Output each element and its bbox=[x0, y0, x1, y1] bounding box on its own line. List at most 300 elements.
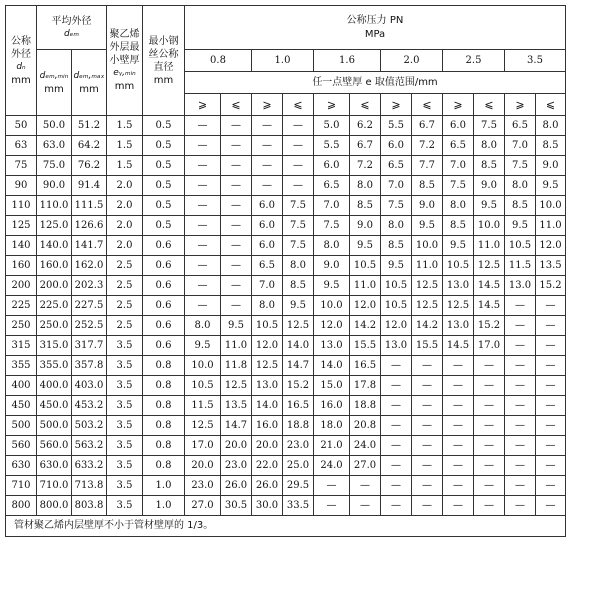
table-cell: — bbox=[412, 436, 443, 456]
pressure-header: 公称压力 PN MPa bbox=[185, 6, 566, 50]
table-cell: 6.5 bbox=[381, 156, 412, 176]
table-cell: 63.0 bbox=[37, 136, 72, 156]
table-cell: 560 bbox=[6, 436, 37, 456]
table-cell: 27.0 bbox=[350, 456, 381, 476]
table-cell: — bbox=[412, 456, 443, 476]
table-cell: 15.2 bbox=[536, 276, 566, 296]
table-cell: 8.0 bbox=[350, 176, 381, 196]
table-row bbox=[6, 356, 566, 376]
table-cell: 33.5 bbox=[283, 496, 314, 516]
table-cell: 8.0 bbox=[381, 216, 412, 236]
table-cell: 3.5 bbox=[107, 496, 143, 516]
table-cell: 21.0 bbox=[314, 436, 350, 456]
table-cell: 12.0 bbox=[536, 236, 566, 256]
table-cell: — bbox=[381, 476, 412, 496]
table-cell: — bbox=[221, 276, 252, 296]
table-cell: 713.8 bbox=[72, 476, 107, 496]
table-cell: 13.0 bbox=[505, 276, 536, 296]
table-cell: 20.0 bbox=[252, 436, 283, 456]
table-cell: 14.5 bbox=[443, 336, 474, 356]
table-cell: 9.5 bbox=[381, 256, 412, 276]
wall-thickness-range-label: 任一点壁厚 e 取值范围/mm bbox=[185, 72, 566, 94]
table-cell: 400.0 bbox=[37, 376, 72, 396]
table-cell: 51.2 bbox=[72, 116, 107, 136]
table-cell: 8.5 bbox=[381, 236, 412, 256]
table-cell: — bbox=[221, 216, 252, 236]
table-cell: 227.5 bbox=[72, 296, 107, 316]
table-cell: 6.5 bbox=[314, 176, 350, 196]
table-cell: — bbox=[412, 396, 443, 416]
table-cell: 2.0 bbox=[107, 196, 143, 216]
table-cell: 11.0 bbox=[350, 276, 381, 296]
table-cell: 14.2 bbox=[412, 316, 443, 336]
table-cell: 8.0 bbox=[283, 256, 314, 276]
table-cell: 12.0 bbox=[314, 316, 350, 336]
table-row bbox=[6, 436, 566, 456]
table-cell: 0.6 bbox=[143, 296, 185, 316]
table-cell: 3.5 bbox=[107, 456, 143, 476]
table-cell: — bbox=[536, 456, 566, 476]
table-cell: 13.0 bbox=[443, 316, 474, 336]
table-cell: 11.0 bbox=[536, 216, 566, 236]
table-cell: 202.3 bbox=[72, 276, 107, 296]
table-cell: — bbox=[536, 416, 566, 436]
table-cell: 16.0 bbox=[252, 416, 283, 436]
table-cell: — bbox=[474, 376, 505, 396]
table-cell: 30.0 bbox=[252, 496, 283, 516]
mean-od-min-header: dₑₘ,ₘᵢₙ mm bbox=[37, 50, 72, 116]
table-cell: 400 bbox=[6, 376, 37, 396]
table-cell: 315.0 bbox=[37, 336, 72, 356]
table-cell: 17.8 bbox=[350, 376, 381, 396]
table-cell: — bbox=[252, 116, 283, 136]
table-cell: 317.7 bbox=[72, 336, 107, 356]
table-cell: 8.5 bbox=[283, 276, 314, 296]
table-row bbox=[6, 456, 566, 476]
table-cell: 6.0 bbox=[314, 156, 350, 176]
table-cell: 450 bbox=[6, 396, 37, 416]
table-cell: 0.6 bbox=[143, 316, 185, 336]
table-cell: 26.0 bbox=[252, 476, 283, 496]
table-cell: 9.5 bbox=[185, 336, 221, 356]
table-row bbox=[6, 216, 566, 236]
table-cell: 11.0 bbox=[474, 236, 505, 256]
table-cell: 9.0 bbox=[412, 196, 443, 216]
spec-table-container bbox=[5, 5, 566, 537]
table-cell: — bbox=[381, 496, 412, 516]
table-cell: 10.0 bbox=[185, 356, 221, 376]
table-cell: 3.5 bbox=[107, 436, 143, 456]
max-symbol: ⩽ bbox=[283, 94, 314, 116]
table-row bbox=[6, 496, 566, 516]
table-cell: 0.6 bbox=[143, 276, 185, 296]
table-cell: 13.0 bbox=[443, 276, 474, 296]
table-cell: 450.0 bbox=[37, 396, 72, 416]
table-cell: 11.5 bbox=[185, 396, 221, 416]
table-cell: 12.5 bbox=[412, 276, 443, 296]
table-cell: 9.5 bbox=[412, 216, 443, 236]
table-cell: 10.5 bbox=[505, 236, 536, 256]
table-cell: — bbox=[505, 476, 536, 496]
table-cell: — bbox=[412, 356, 443, 376]
min-symbol: ⩾ bbox=[252, 94, 283, 116]
table-cell: — bbox=[185, 176, 221, 196]
table-cell: 10.5 bbox=[252, 316, 283, 336]
table-cell: 710.0 bbox=[37, 476, 72, 496]
table-cell: 7.0 bbox=[443, 156, 474, 176]
table-cell: 5.5 bbox=[314, 136, 350, 156]
table-cell: 8.5 bbox=[474, 156, 505, 176]
table-cell: — bbox=[443, 496, 474, 516]
table-cell: 10.5 bbox=[443, 256, 474, 276]
table-cell: 12.5 bbox=[443, 296, 474, 316]
table-cell: — bbox=[185, 156, 221, 176]
table-cell: 9.5 bbox=[443, 236, 474, 256]
table-cell: 0.8 bbox=[143, 396, 185, 416]
table-cell: 225 bbox=[6, 296, 37, 316]
table-cell: 453.2 bbox=[72, 396, 107, 416]
max-symbol: ⩽ bbox=[474, 94, 505, 116]
table-cell: 8.0 bbox=[443, 196, 474, 216]
table-cell: 9.5 bbox=[221, 316, 252, 336]
table-cell: 13.0 bbox=[252, 376, 283, 396]
table-cell: 8.5 bbox=[536, 136, 566, 156]
table-cell: — bbox=[505, 416, 536, 436]
table-cell: 20.8 bbox=[350, 416, 381, 436]
table-cell: 2.5 bbox=[107, 256, 143, 276]
table-cell: — bbox=[185, 116, 221, 136]
table-cell: — bbox=[505, 336, 536, 356]
table-cell: 10.0 bbox=[314, 296, 350, 316]
table-cell: 0.5 bbox=[143, 196, 185, 216]
table-cell: — bbox=[381, 456, 412, 476]
table-row bbox=[6, 396, 566, 416]
table-cell: — bbox=[381, 416, 412, 436]
table-cell: — bbox=[350, 496, 381, 516]
table-cell: 140 bbox=[6, 236, 37, 256]
table-cell: 160 bbox=[6, 256, 37, 276]
table-cell: — bbox=[536, 316, 566, 336]
table-cell: 1.0 bbox=[143, 476, 185, 496]
pressure-2.5: 2.5 bbox=[443, 50, 505, 72]
table-cell: 1.5 bbox=[107, 116, 143, 136]
table-cell: 10.5 bbox=[381, 276, 412, 296]
table-cell: 12.0 bbox=[350, 296, 381, 316]
nominal-od-header: 公称 外径 dₙ mm bbox=[6, 6, 37, 116]
table-cell: 0.8 bbox=[143, 416, 185, 436]
table-cell: 0.5 bbox=[143, 116, 185, 136]
table-cell: 90.0 bbox=[37, 176, 72, 196]
table-cell: 563.2 bbox=[72, 436, 107, 456]
table-cell: 3.5 bbox=[107, 356, 143, 376]
table-cell: 7.0 bbox=[314, 196, 350, 216]
table-cell: 6.5 bbox=[252, 256, 283, 276]
table-cell: 2.5 bbox=[107, 296, 143, 316]
table-cell: — bbox=[221, 136, 252, 156]
table-cell: — bbox=[221, 296, 252, 316]
table-cell: 0.6 bbox=[143, 336, 185, 356]
table-cell: 8.0 bbox=[474, 136, 505, 156]
table-cell: 630.0 bbox=[37, 456, 72, 476]
table-cell: 0.5 bbox=[143, 176, 185, 196]
table-cell: 6.2 bbox=[350, 116, 381, 136]
table-cell: — bbox=[443, 476, 474, 496]
table-cell: 14.0 bbox=[283, 336, 314, 356]
table-cell: 9.5 bbox=[505, 216, 536, 236]
table-cell: 110.0 bbox=[37, 196, 72, 216]
table-cell: 7.5 bbox=[443, 176, 474, 196]
table-cell: 13.0 bbox=[314, 336, 350, 356]
table-cell: 0.8 bbox=[143, 376, 185, 396]
table-row bbox=[6, 176, 566, 196]
pressure-2.0: 2.0 bbox=[381, 50, 443, 72]
table-cell: 7.2 bbox=[350, 156, 381, 176]
table-cell: 0.8 bbox=[143, 356, 185, 376]
table-cell: 800 bbox=[6, 496, 37, 516]
table-cell: 63 bbox=[6, 136, 37, 156]
table-cell: 5.5 bbox=[381, 116, 412, 136]
table-cell: 503.2 bbox=[72, 416, 107, 436]
table-cell: — bbox=[314, 476, 350, 496]
table-cell: 7.0 bbox=[381, 176, 412, 196]
table-cell: 6.5 bbox=[443, 136, 474, 156]
table-cell: 7.5 bbox=[283, 196, 314, 216]
min-symbol: ⩾ bbox=[381, 94, 412, 116]
table-cell: 6.0 bbox=[252, 196, 283, 216]
table-cell: — bbox=[412, 416, 443, 436]
pressure-1.0: 1.0 bbox=[252, 50, 314, 72]
table-cell: — bbox=[474, 476, 505, 496]
table-cell: — bbox=[443, 396, 474, 416]
table-cell: — bbox=[474, 396, 505, 416]
table-cell: 633.2 bbox=[72, 456, 107, 476]
table-cell: 75.0 bbox=[37, 156, 72, 176]
mean-od-max-header: dₑₘ,ₘₐₓ mm bbox=[72, 50, 107, 116]
table-cell: 15.2 bbox=[474, 316, 505, 336]
table-cell: 225.0 bbox=[37, 296, 72, 316]
pipe-spec-table bbox=[5, 5, 566, 537]
table-cell: 7.7 bbox=[412, 156, 443, 176]
table-cell: 200 bbox=[6, 276, 37, 296]
table-cell: — bbox=[443, 416, 474, 436]
table-cell: — bbox=[505, 436, 536, 456]
table-row bbox=[6, 416, 566, 436]
table-cell: 125.0 bbox=[37, 216, 72, 236]
table-cell: 11.0 bbox=[412, 256, 443, 276]
table-cell: — bbox=[505, 456, 536, 476]
max-symbol: ⩽ bbox=[221, 94, 252, 116]
table-cell: 15.0 bbox=[314, 376, 350, 396]
table-cell: — bbox=[252, 156, 283, 176]
table-cell: 12.0 bbox=[252, 336, 283, 356]
table-cell: — bbox=[474, 456, 505, 476]
table-cell: 0.5 bbox=[143, 216, 185, 236]
table-cell: — bbox=[221, 176, 252, 196]
table-cell: — bbox=[221, 236, 252, 256]
pressure-3.5: 3.5 bbox=[505, 50, 566, 72]
table-cell: 14.0 bbox=[252, 396, 283, 416]
table-cell: — bbox=[536, 336, 566, 356]
table-cell: 25.0 bbox=[283, 456, 314, 476]
table-cell: 14.5 bbox=[474, 296, 505, 316]
pe-layer-header: 聚乙烯 外层最 小壁厚 eᵧ,ₘᵢₙ mm bbox=[107, 6, 143, 116]
table-cell: 14.7 bbox=[283, 356, 314, 376]
table-cell: 9.5 bbox=[314, 276, 350, 296]
table-cell: — bbox=[283, 176, 314, 196]
table-cell: 11.8 bbox=[221, 356, 252, 376]
min-symbol: ⩾ bbox=[505, 94, 536, 116]
table-cell: 91.4 bbox=[72, 176, 107, 196]
table-cell: — bbox=[252, 176, 283, 196]
table-cell: 1.0 bbox=[143, 496, 185, 516]
table-cell: 12.0 bbox=[381, 316, 412, 336]
table-cell: 0.6 bbox=[143, 236, 185, 256]
table-cell: — bbox=[505, 356, 536, 376]
table-cell: 10.0 bbox=[536, 196, 566, 216]
table-cell: 8.5 bbox=[505, 196, 536, 216]
table-cell: 17.0 bbox=[474, 336, 505, 356]
table-cell: 18.8 bbox=[350, 396, 381, 416]
table-cell: 3.5 bbox=[107, 476, 143, 496]
table-cell: — bbox=[185, 196, 221, 216]
table-cell: 10.5 bbox=[185, 376, 221, 396]
table-cell: 7.5 bbox=[474, 116, 505, 136]
table-cell: 50 bbox=[6, 116, 37, 136]
table-cell: 12.5 bbox=[283, 316, 314, 336]
table-cell: — bbox=[314, 496, 350, 516]
table-cell: 22.0 bbox=[252, 456, 283, 476]
max-symbol: ⩽ bbox=[412, 94, 443, 116]
table-cell: 9.5 bbox=[474, 196, 505, 216]
table-cell: 2.5 bbox=[107, 276, 143, 296]
table-cell: 500.0 bbox=[37, 416, 72, 436]
table-cell: 7.5 bbox=[283, 236, 314, 256]
table-row bbox=[6, 476, 566, 496]
table-cell: 9.5 bbox=[283, 296, 314, 316]
table-cell: 160.0 bbox=[37, 256, 72, 276]
table-cell: 15.5 bbox=[350, 336, 381, 356]
table-cell: 24.0 bbox=[314, 456, 350, 476]
table-cell: — bbox=[536, 296, 566, 316]
table-row bbox=[6, 116, 566, 136]
table-cell: — bbox=[443, 436, 474, 456]
table-cell: 6.0 bbox=[252, 216, 283, 236]
table-cell: — bbox=[350, 476, 381, 496]
table-cell: 7.5 bbox=[283, 216, 314, 236]
table-cell: — bbox=[536, 356, 566, 376]
table-cell: 9.0 bbox=[536, 156, 566, 176]
footnote: 管材聚乙烯内层壁厚不小于管材壁厚的 1/3。 bbox=[6, 516, 566, 537]
table-cell: 20.0 bbox=[221, 436, 252, 456]
table-cell: — bbox=[474, 356, 505, 376]
table-cell: 630 bbox=[6, 456, 37, 476]
table-cell: 16.5 bbox=[283, 396, 314, 416]
table-row bbox=[6, 296, 566, 316]
table-cell: 16.5 bbox=[350, 356, 381, 376]
table-cell: 64.2 bbox=[72, 136, 107, 156]
table-cell: — bbox=[412, 496, 443, 516]
table-cell: — bbox=[185, 296, 221, 316]
table-cell: 357.8 bbox=[72, 356, 107, 376]
max-symbol: ⩽ bbox=[536, 94, 566, 116]
mean-od-header: 平均外径 dₑₘ bbox=[37, 6, 107, 50]
table-cell: 12.5 bbox=[412, 296, 443, 316]
table-cell: — bbox=[505, 296, 536, 316]
table-cell: 14.7 bbox=[221, 416, 252, 436]
table-cell: 76.2 bbox=[72, 156, 107, 176]
table-cell: — bbox=[536, 396, 566, 416]
table-cell: 1.5 bbox=[107, 136, 143, 156]
table-cell: 26.0 bbox=[221, 476, 252, 496]
table-cell: — bbox=[381, 436, 412, 456]
table-cell: 0.8 bbox=[143, 436, 185, 456]
table-row bbox=[6, 236, 566, 256]
table-cell: — bbox=[443, 456, 474, 476]
table-cell: 11.0 bbox=[221, 336, 252, 356]
table-row bbox=[6, 316, 566, 336]
table-row bbox=[6, 376, 566, 396]
table-cell: 16.0 bbox=[314, 396, 350, 416]
table-cell: 20.0 bbox=[185, 456, 221, 476]
table-cell: — bbox=[185, 276, 221, 296]
table-cell: 710 bbox=[6, 476, 37, 496]
table-cell: 14.2 bbox=[350, 316, 381, 336]
table-cell: — bbox=[505, 376, 536, 396]
min-symbol: ⩾ bbox=[314, 94, 350, 116]
table-cell: — bbox=[283, 136, 314, 156]
table-cell: — bbox=[474, 416, 505, 436]
table-cell: 0.5 bbox=[143, 136, 185, 156]
table-cell: 7.0 bbox=[505, 136, 536, 156]
table-cell: 6.0 bbox=[381, 136, 412, 156]
table-cell: 162.0 bbox=[72, 256, 107, 276]
table-cell: 18.8 bbox=[283, 416, 314, 436]
table-cell: 6.0 bbox=[252, 236, 283, 256]
table-cell: — bbox=[221, 256, 252, 276]
table-cell: 7.2 bbox=[412, 136, 443, 156]
table-cell: — bbox=[505, 496, 536, 516]
table-cell: 23.0 bbox=[185, 476, 221, 496]
table-cell: 141.7 bbox=[72, 236, 107, 256]
max-symbol: ⩽ bbox=[350, 94, 381, 116]
table-cell: — bbox=[283, 156, 314, 176]
table-cell: — bbox=[185, 236, 221, 256]
table-cell: 13.5 bbox=[536, 256, 566, 276]
table-cell: — bbox=[443, 356, 474, 376]
table-cell: 15.5 bbox=[412, 336, 443, 356]
table-cell: 6.7 bbox=[350, 136, 381, 156]
table-cell: — bbox=[443, 376, 474, 396]
table-cell: 23.0 bbox=[283, 436, 314, 456]
table-cell: — bbox=[221, 196, 252, 216]
table-cell: 50.0 bbox=[37, 116, 72, 136]
table-cell: 9.0 bbox=[474, 176, 505, 196]
table-cell: 7.5 bbox=[314, 216, 350, 236]
table-cell: 5.0 bbox=[314, 116, 350, 136]
table-cell: 500 bbox=[6, 416, 37, 436]
table-cell: 8.0 bbox=[185, 316, 221, 336]
table-cell: 9.5 bbox=[536, 176, 566, 196]
table-cell: 250 bbox=[6, 316, 37, 336]
pressure-1.6: 1.6 bbox=[314, 50, 381, 72]
table-row bbox=[6, 156, 566, 176]
table-cell: — bbox=[536, 476, 566, 496]
table-cell: 8.5 bbox=[443, 216, 474, 236]
table-cell: 12.5 bbox=[221, 376, 252, 396]
table-cell: 560.0 bbox=[37, 436, 72, 456]
table-cell: 8.0 bbox=[536, 116, 566, 136]
table-cell: 8.0 bbox=[252, 296, 283, 316]
